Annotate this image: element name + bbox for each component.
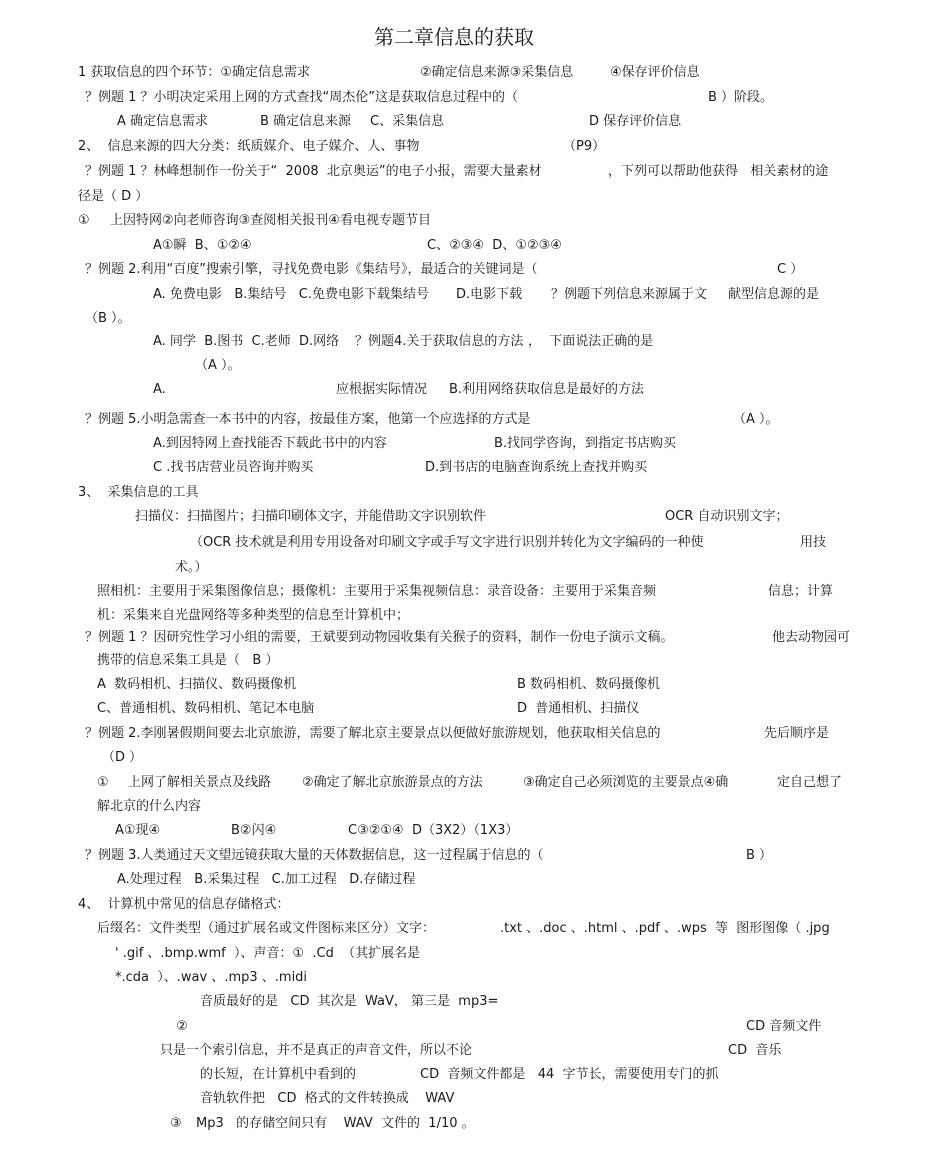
text-line: 只是一个索引信息，并不是真正的声音文件，所以不论 [160,1043,473,1058]
text-line: CD 音频文件 [746,1019,822,1034]
text-line: 上网了解相关景点及线路 [128,775,272,790]
text-line: ， 下面说法正确的是 [528,334,654,349]
text-line: ②确定了解北京旅游景点的方法 [302,775,483,790]
text-line: ？例题 1 ？林峰想制作一份关于“ 2008 北京奥运”的电子小报，需要大量素材 [85,164,542,179]
text-line: A. 同学 B.图书 C.老师 D.网络 [153,334,340,349]
text-line: 机：采集来自光盘网络等多种类型的信息至计算机中； [97,608,410,623]
text-line: Mp3 的存储空间只有 WAV 文件的 1/10 。 [196,1116,475,1131]
text-line: ，下列可以帮助他获得 相关素材的途 [608,164,829,179]
text-line: D.到书店的电脑查询系统上查找并购买 [425,460,648,475]
text-line: 解北京的什么内容 [97,799,202,814]
text-line: 音轨软件把 CD 格式的文件转换成 WAV [200,1091,455,1106]
text-line: 后缀名：文件类型（通过扩展名或文件图标来区分）文字： [97,921,436,936]
text-line: C .找书店营业员咨询并购买 [153,460,314,475]
text-line: 定自己想了 [777,775,843,790]
text-line: A. [153,382,166,397]
text-line: （P9） [563,139,606,154]
text-line: 上因特网②向老师咨询③查阅相关报刊④看电视专题节目 [110,213,431,228]
text-line: 信息；计算 [768,584,834,599]
text-line: D 普通相机、扫描仪 [517,701,640,716]
text-line: ③ [170,1116,182,1131]
text-line: ？例题4.关于获取信息的方法 [355,334,524,349]
text-line: OCR 自动识别文字； [665,509,789,524]
text-line: ' .gif 、.bmp.wmf ）、声音：① .Cd （其扩展名是 [115,946,421,961]
text-line: ① [78,213,90,228]
text-line: ？例题 5.小明急需查一本书中的内容，按最佳方案，他第一个应选择的方式是 [85,412,531,427]
text-line: 扫描仪：扫描图片；扫描印刷体文字，并能借助文字识别软件 [135,509,487,524]
text-line: A 数码相机、扫描仪、数码摄像机 [97,677,297,692]
text-line: 音质最好的是 CD 其次是 WaV， 第三是 mp3= [200,994,499,1009]
text-line: 2、 信息来源的四大分类：纸质媒介、电子媒介、人、事物 [78,139,420,154]
text-line: 应根据实际情况 [336,382,428,397]
text-line: 1 获取信息的四个环节：①确定信息需求 [78,65,311,80]
text-line: CD 音乐 [728,1043,782,1058]
text-line: B②闪④ [231,823,277,838]
text-line: （B ）。 [85,311,131,326]
text-line: ② [176,1019,188,1034]
text-line: .txt 、.doc 、.html 、.pdf 、.wps 等 图形图像（ .jpg [500,921,830,936]
text-line: B 确定信息来源 [260,114,352,129]
text-line: A 确定信息需求 [117,114,209,129]
text-line: C、普通相机、数码相机、笔记本电脑 [97,701,315,716]
text-line: ？例题 2.李刚暑假期间要去北京旅游，需要了解北京主要景点以便做好旅游规划，他获取相关信息的 [85,726,661,741]
text-line: 4、 计算机中常见的信息存储格式： [78,897,290,912]
text-line: C ） [777,262,804,277]
text-line: 3、 采集信息的工具 [78,485,199,500]
text-line: A.处理过程 B.采集过程 C.加工过程 D.存储过程 [117,872,416,887]
text-line: B ） [746,848,773,863]
text-line: D 保存评价信息 [589,114,682,129]
text-line: （A ）。 [733,412,779,427]
text-line: ？例题 1 ？小明决定采用上网的方式查找“周杰伦”这是获取信息过程中的（ [85,90,519,105]
text-line: 用技 [800,535,827,550]
text-line: D.电影下载 [456,287,523,302]
text-line: C③②①④ D（3X2）（1X3） [348,823,519,838]
text-line: B ）阶段。 [708,90,774,105]
text-line: 他去动物园可 [772,630,851,645]
text-line: 携带的信息采集工具是（ B ） [97,653,279,668]
text-line: （OCR 技术就是利用专用设备对印刷文字或手写文字进行识别并转化为文字编码的一种使 [190,535,704,550]
text-line: ？例题 2.利用“百度”搜索引擎，寻找免费电影《集结号》，最适合的关键词是（ [85,262,538,277]
text-line: ②确定信息来源③采集信息 [420,65,574,80]
text-line: ？例题 1 ？因研究性学习小组的需要，王斌要到动物园收集有关猴子的资料，制作一份电子演示文稿。 [85,630,674,645]
text-line: 径是（ D ） [78,189,149,204]
text-line: （A ）。 [195,358,241,373]
text-line: C、采集信息 [370,114,445,129]
text-line: B 数码相机、数码摄像机 [517,677,661,692]
text-line: （D ） [102,750,143,765]
text-line: 术。） [175,560,208,575]
page-title: 第二章信息的获取 [374,25,534,49]
text-line: 的长短，在计算机中看到的 [200,1067,357,1082]
text-line: *.cda ）、.wav 、.mp3 、.midi [115,970,308,985]
text-line: A①现④ [115,823,161,838]
text-line: B.找同学咨询，到指定书店购买 [494,436,677,451]
text-line: B.利用网络获取信息是最好的方法 [449,382,645,397]
text-line: A. 免费电影 B.集结号 C.免费电影下载集结号 [153,287,429,302]
text-line: C、②③④ D、①②③④ [427,238,562,253]
text-line: ？例题 3.人类通过天文望远镜获取大量的天体数据信息，这一过程属于信息的（ [85,848,544,863]
text-line: ？例题下列信息来源属于文 [551,287,708,302]
text-line: 献型信息源的是 [728,287,820,302]
text-line: 照相机：主要用于采集图像信息；摄像机：主要用于采集视频信息：录音设备：主要用于采集音频 [97,584,657,599]
text-line: 先后顺序是 [764,726,830,741]
text-line: A①瞬 B、①②④ [153,238,252,253]
text-line: A.到因特网上查找能否下载此书中的内容 [153,436,387,451]
text-line: ① [97,775,109,790]
text-line: CD 音频文件都是 44 字节长，需要使用专门的抓 [420,1067,719,1082]
text-line: ③确定自己必须浏览的主要景点④确 [523,775,729,790]
text-line: ④保存评价信息 [610,65,700,80]
